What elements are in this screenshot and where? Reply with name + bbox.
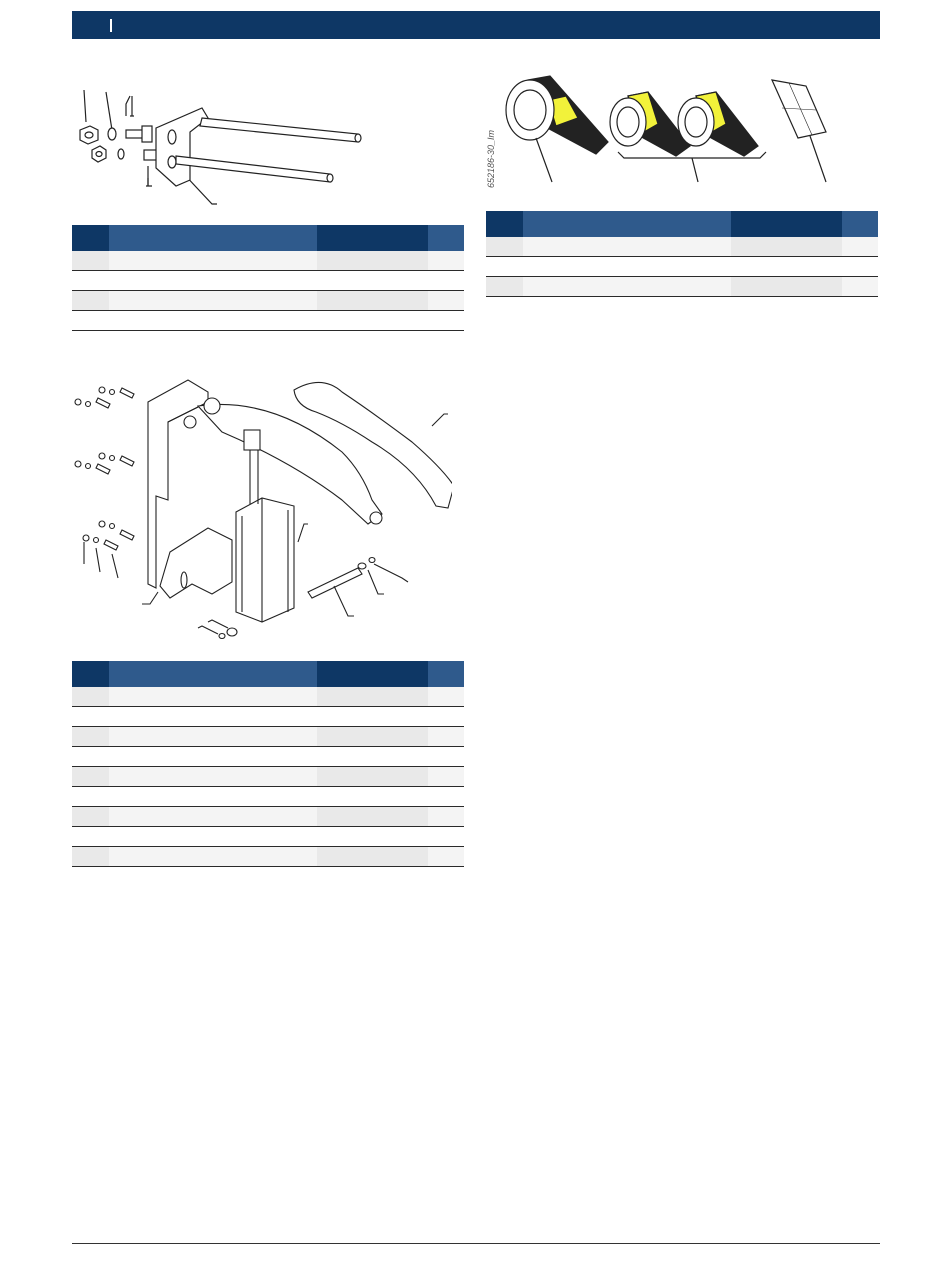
figure-code: 652186-30_Im xyxy=(486,129,496,188)
table-row xyxy=(72,687,464,707)
lever-cylinder-figure xyxy=(72,372,452,652)
rod-assembly-figure xyxy=(72,82,372,212)
parts-table-1 xyxy=(72,225,464,331)
col-header-part-number xyxy=(731,211,842,237)
table-row xyxy=(72,767,464,787)
table-row xyxy=(72,847,464,867)
col-header-id xyxy=(72,661,109,687)
table-row xyxy=(72,787,464,807)
table-row xyxy=(72,271,464,291)
header-bar xyxy=(72,11,880,39)
parts-table-3 xyxy=(72,661,464,867)
col-header-id xyxy=(72,225,109,251)
table-row xyxy=(486,237,878,257)
screw-group xyxy=(75,387,134,550)
table-row xyxy=(72,291,464,311)
table-row xyxy=(72,807,464,827)
col-header-id xyxy=(486,211,523,237)
table-row xyxy=(72,727,464,747)
col-header-description xyxy=(109,661,317,687)
col-header-part-number xyxy=(317,661,428,687)
col-header-quantity xyxy=(842,211,878,237)
tape-rolls-figure xyxy=(500,72,840,187)
table-row xyxy=(486,277,878,297)
table-header-row xyxy=(72,661,464,687)
table-row xyxy=(486,257,878,277)
table-row xyxy=(72,707,464,727)
table-row xyxy=(72,251,464,271)
table-row xyxy=(72,747,464,767)
parts-table-2 xyxy=(486,211,878,297)
col-header-description xyxy=(109,225,317,251)
table-header-row xyxy=(486,211,878,237)
col-header-description xyxy=(523,211,731,237)
col-header-quantity xyxy=(428,661,464,687)
table-row xyxy=(72,827,464,847)
header-separator xyxy=(110,19,112,32)
table-header-row xyxy=(72,225,464,251)
footer-rule xyxy=(72,1243,880,1244)
col-header-quantity xyxy=(428,225,464,251)
col-header-part-number xyxy=(317,225,428,251)
table-row xyxy=(72,311,464,331)
